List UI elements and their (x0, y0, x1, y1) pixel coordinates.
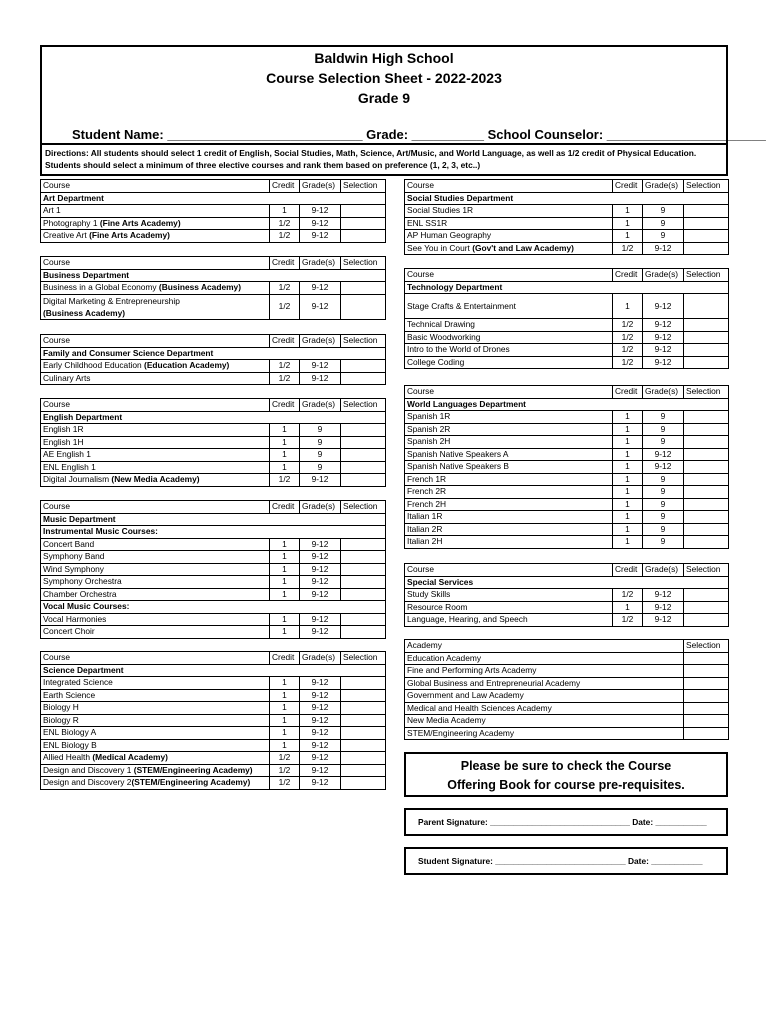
selection-cell[interactable] (341, 752, 386, 765)
selection-cell[interactable] (684, 702, 729, 715)
table-row: Medical and Health Sciences Academy (405, 702, 729, 715)
table-row: Intro to the World of Drones 1/2 9-12 (405, 344, 729, 357)
table-row: Italian 2H 1 9 (405, 536, 729, 549)
dept-title: Special Services (405, 576, 729, 589)
table-row: Biology R 1 9-12 (41, 714, 386, 727)
course-name: Art 1 (41, 205, 270, 218)
selection-cell[interactable] (341, 294, 386, 319)
english-table: Course Credit Grade(s) Selection English Department English 1R 1 9 English 1H 1 9 AE English 1 1 9 ENL English 1 1 9 Digital Journalism (New Media Academy) 1/2 9-12 (40, 398, 386, 487)
table-row: AE English 1 1 9 (41, 449, 386, 462)
parent-signature-field[interactable]: Parent Signature: ______________________________ Date: ___________ (404, 808, 728, 836)
col-selection: Selection (684, 640, 729, 653)
col-credit: Credit (270, 180, 300, 193)
selection-cell[interactable] (684, 242, 729, 255)
selection-cell[interactable] (684, 511, 729, 524)
table-row: Social Studies 1R 1 9 (405, 205, 729, 218)
subsection-title: Vocal Music Courses: (41, 601, 386, 614)
table-row: Concert Choir 1 9-12 (41, 626, 386, 639)
table-row: Creative Art (Fine Arts Academy) 1/2 9-12 (41, 230, 386, 243)
selection-cell[interactable] (684, 230, 729, 243)
table-row: ENL Biology B 1 9-12 (41, 739, 386, 752)
col-grades: Grade(s) (300, 180, 341, 193)
table-row: Concert Band 1 9-12 (41, 538, 386, 551)
selection-cell[interactable] (341, 360, 386, 373)
dept-title: Art Department (41, 192, 386, 205)
selection-cell[interactable] (341, 727, 386, 740)
table-row: Government and Law Academy (405, 690, 729, 703)
selection-cell[interactable] (341, 576, 386, 589)
table-row: Technical Drawing 1/2 9-12 (405, 319, 729, 332)
table-row: Basic Woodworking 1/2 9-12 (405, 331, 729, 344)
table-row: ENL SS1R 1 9 (405, 217, 729, 230)
selection-cell[interactable] (684, 536, 729, 549)
prerequisite-notice (404, 752, 728, 797)
subsection-title: Instrumental Music Courses: (41, 526, 386, 539)
table-row: Spanish 2H 1 9 (405, 436, 729, 449)
selection-cell[interactable] (684, 217, 729, 230)
table-row: Allied Health (Medical Academy) 1/2 9-12 (41, 752, 386, 765)
table-row: French 2R 1 9 (405, 486, 729, 499)
table-row: Stage Crafts & Entertainment 1 9-12 (405, 294, 729, 319)
table-row: STEM/Engineering Academy (405, 727, 729, 740)
table-row: Spanish 1R 1 9 (405, 411, 729, 424)
table-row: Chamber Orchestra 1 9-12 (41, 588, 386, 601)
table-row: ENL English 1 1 9 (41, 461, 386, 474)
art-table (40, 179, 386, 243)
selection-cell[interactable] (684, 294, 729, 319)
selection-cell[interactable] (684, 423, 729, 436)
selection-cell[interactable] (341, 551, 386, 564)
table-row: Spanish Native Speakers B 1 9-12 (405, 461, 729, 474)
table-row: Symphony Orchestra 1 9-12 (41, 576, 386, 589)
selection-cell[interactable] (684, 344, 729, 357)
selection-cell[interactable] (684, 614, 729, 627)
selection-cell[interactable] (341, 424, 386, 437)
technology-table: Course Credit Grade(s) Selection Technology Department Stage Crafts & Entertainment 1 9-12 Technical Drawing 1/2 9-12 Basic Woodworking 1/2 9-12 Intro to the World of Drones 1/2 9-12 College Coding 1/2 9-12 (404, 268, 729, 369)
dept-title: Technology Department (405, 281, 729, 294)
selection-cell[interactable] (684, 331, 729, 344)
selection-cell[interactable] (684, 677, 729, 690)
table-row: Art 1 1 9-12 (41, 205, 386, 218)
selection-cell[interactable] (341, 372, 386, 385)
table-row: Earth Science 1 9-12 (41, 689, 386, 702)
sheet-title: Course Selection Sheet - 2022-2023 (266, 70, 502, 86)
table-row: Photography 1 (Fine Arts Academy) 1/2 9-12 (41, 217, 386, 230)
selection-cell[interactable] (684, 589, 729, 602)
student-signature-field[interactable]: Student Signature: ____________________________ Date: ___________ (404, 847, 728, 875)
table-row: Education Academy (405, 652, 729, 665)
world-languages-table: Course Credit Grade(s) Selection World Languages Department Spanish 1R 1 9 Spanish 2R 1 9 Spanish 2H 1 9 Spanish Native Speakers A 1 9-12 Spanish Native Speakers B 1 9-12 French 1R 1 9 French 2R 1 9 French 2H 1 9 Italian 1R 1 9 Italian 2R 1 9 Italian 2H 1 9 (404, 385, 729, 549)
table-row: Early Childhood Education (Education Academy) 1/2 9-12 (41, 360, 386, 373)
table-row: Language, Hearing, and Speech 1/2 9-12 (405, 614, 729, 627)
selection-cell[interactable] (341, 588, 386, 601)
selection-cell[interactable] (341, 764, 386, 777)
col-course: Course (41, 180, 270, 193)
selection-cell[interactable] (684, 652, 729, 665)
selection-cell[interactable] (341, 702, 386, 715)
selection-cell[interactable] (341, 474, 386, 487)
selection-cell[interactable] (684, 473, 729, 486)
selection-cell[interactable] (684, 205, 729, 218)
table-header (41, 180, 386, 193)
selection-cell[interactable] (684, 319, 729, 332)
selection-cell[interactable] (684, 486, 729, 499)
table-row: Resource Room 1 9-12 (405, 601, 729, 614)
selection-cell[interactable] (684, 448, 729, 461)
academy-header: Academy (405, 640, 684, 653)
table-row: Vocal Harmonies 1 9-12 (41, 613, 386, 626)
special-services-table: Course Credit Grade(s) Selection Special Services Study Skills 1/2 9-12 Resource Room 1 9-12 Language, Hearing, and Speech 1/2 9-12 (404, 563, 729, 627)
table-row: Spanish Native Speakers A 1 9-12 (405, 448, 729, 461)
selection-cell[interactable] (684, 690, 729, 703)
selection-cell[interactable] (341, 205, 386, 218)
selection-cell[interactable] (684, 436, 729, 449)
course-name: Photography 1 (Fine Arts Academy) (41, 217, 270, 230)
music-table: Course Credit Grade(s) Selection Music Department Instrumental Music Courses: Concert Band 1 9-12 Symphony Band 1 9-12 Wind Symphony 1 9-12 Symphony Orchestra 1 9-12 Chamber Orchestra 1 9-12 Vocal Music Courses: Vocal Harmonies 1 9-12 Concert Choir 1 9-12 (40, 500, 386, 639)
selection-cell[interactable] (341, 538, 386, 551)
dept-title: World Languages Department (405, 398, 729, 411)
header-box (40, 45, 766, 145)
table-row: College Coding 1/2 9-12 (405, 356, 729, 369)
selection-cell[interactable] (341, 777, 386, 790)
selection-cell[interactable] (341, 449, 386, 462)
selection-cell[interactable] (684, 665, 729, 678)
table-row: Italian 2R 1 9 (405, 523, 729, 536)
notice-line-1: Please be sure to check the Course (460, 759, 672, 773)
selection-cell[interactable] (341, 677, 386, 690)
dept-title: Family and Consumer Science Department (41, 347, 386, 360)
selection-cell[interactable] (684, 461, 729, 474)
course-name: Creative Art (Fine Arts Academy) (41, 230, 270, 243)
student-info-line[interactable]: Student Name: ___________________________ Grade: __________ School Counselor: ______________________ (72, 127, 766, 142)
selection-cell[interactable] (684, 498, 729, 511)
table-row: Digital Marketing & Entrepreneurship (Business Academy) 1/2 9-12 (41, 294, 386, 319)
table-row: English 1H 1 9 (41, 436, 386, 449)
table-row: French 2H 1 9 (405, 498, 729, 511)
business-table: Course Credit Grade(s) Selection Business Department Business in a Global Economy (Business Academy) 1/2 9-12 Digital Marketing & Entrepreneurship (Business Academy) 1/2 9-12 (40, 256, 386, 320)
science-table: Course Credit Grade(s) Selection Science Department Integrated Science 1 9-12 Earth Science 1 9-12 Biology H 1 9-12 Biology R 1 9-12 ENL Biology A 1 9-12 ENL Biology B 1 9-12 Allied Health (Medical Academy) 1/2 9-12 Design and Discovery 1 (STEM/Engineering Academy) 1/2 9-12 Design and Discovery 2(STEM/Engineering Academy) 1/2 9-12 (40, 651, 386, 790)
table-row: Global Business and Entrepreneurial Academy (405, 677, 729, 690)
table-row: Culinary Arts 1/2 9-12 (41, 372, 386, 385)
table-row: Integrated Science 1 9-12 (41, 677, 386, 690)
directions-line-1: Directions: All students should select 1 credit of English, Social Studies, Math, Science, Art/Music, and World Language, as well as 1/2 credit of Physical Education. (45, 148, 697, 158)
dept-title: Business Department (41, 269, 386, 282)
selection-cell[interactable] (684, 601, 729, 614)
col-selection: Selection (341, 180, 386, 193)
table-row: AP Human Geography 1 9 (405, 230, 729, 243)
grade-title: Grade 9 (357, 90, 411, 106)
dept-title: Music Department (41, 513, 386, 526)
selection-cell[interactable] (341, 739, 386, 752)
fcs-table: Course Credit Grade(s) Selection Family and Consumer Science Department Early Childhood Education (Education Academy) 1/2 9-12 Culinary Arts 1/2 9-12 (40, 334, 386, 385)
selection-cell[interactable] (341, 461, 386, 474)
selection-cell[interactable] (684, 356, 729, 369)
table-row: French 1R 1 9 (405, 473, 729, 486)
table-row: Italian 1R 1 9 (405, 511, 729, 524)
dept-title: Science Department (41, 664, 386, 677)
academy-table (404, 639, 729, 740)
table-row: Symphony Band 1 9-12 (41, 551, 386, 564)
dept-title: English Department (41, 411, 386, 424)
selection-cell[interactable] (684, 411, 729, 424)
school-name: Baldwin High School (314, 50, 454, 66)
social-studies-table: Course Credit Grade(s) Selection Social Studies Department Social Studies 1R 1 9 ENL SS1R 1 9 AP Human Geography 1 9 See You in Court (Gov't and Law Academy) 1/2 9-12 (404, 179, 729, 255)
selection-cell[interactable] (684, 523, 729, 536)
table-row: Business in a Global Economy (Business Academy) 1/2 9-12 (41, 282, 386, 295)
table-row: Design and Discovery 2(STEM/Engineering Academy) 1/2 9-12 (41, 777, 386, 790)
selection-cell[interactable] (341, 230, 386, 243)
selection-cell[interactable] (341, 714, 386, 727)
table-row: Biology H 1 9-12 (41, 702, 386, 715)
table-row: English 1R 1 9 (41, 424, 386, 437)
selection-cell[interactable] (341, 626, 386, 639)
notice-line-2: Offering Book for course pre-requisites. (447, 778, 685, 792)
table-row: Spanish 2R 1 9 (405, 423, 729, 436)
table-row: ENL Biology A 1 9-12 (41, 727, 386, 740)
selection-cell[interactable] (341, 563, 386, 576)
table-row: Design and Discovery 1 (STEM/Engineering Academy) 1/2 9-12 (41, 764, 386, 777)
selection-cell[interactable] (684, 715, 729, 728)
table-row: See You in Court (Gov't and Law Academy) 1/2 9-12 (405, 242, 729, 255)
selection-cell[interactable] (341, 613, 386, 626)
table-row: Wind Symphony 1 9-12 (41, 563, 386, 576)
table-row: Fine and Performing Arts Academy (405, 665, 729, 678)
selection-cell[interactable] (341, 436, 386, 449)
directions-line-2: Students should select a minimum of three elective courses and rank them based on preference (1, 2, 3, etc..) (45, 160, 481, 170)
selection-cell[interactable] (341, 689, 386, 702)
directions (40, 144, 728, 176)
selection-cell[interactable] (341, 217, 386, 230)
selection-cell[interactable] (341, 282, 386, 295)
table-row: Digital Journalism (New Media Academy) 1/2 9-12 (41, 474, 386, 487)
table-row: New Media Academy (405, 715, 729, 728)
dept-title: Social Studies Department (405, 192, 729, 205)
table-row: Study Skills 1/2 9-12 (405, 589, 729, 602)
selection-cell[interactable] (684, 727, 729, 740)
